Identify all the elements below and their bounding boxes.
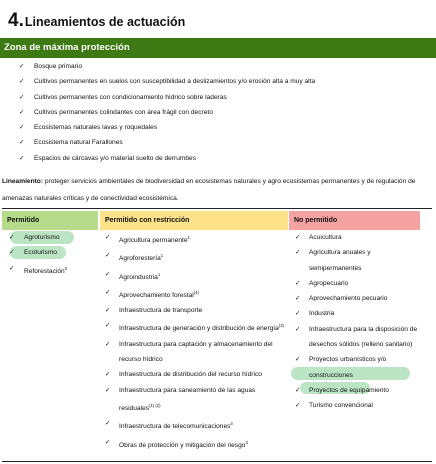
check-icon: ✓ <box>19 123 25 132</box>
list-item-text: Infraestructura para captación y almacenamiento del recurso hídrico <box>119 340 273 364</box>
table-top-rule <box>2 208 432 209</box>
list-item-text: Reforestación <box>24 267 65 275</box>
section-number: 4. <box>8 10 24 31</box>
list-item-text: Agroindustria <box>119 273 158 281</box>
list-item <box>2 261 98 279</box>
check-icon: ✓ <box>105 306 111 315</box>
column-header-restriccion: Permitido con restricción <box>100 211 288 230</box>
column-header-no-permitido: No permitido <box>289 211 420 230</box>
zone-item <box>0 90 436 105</box>
zone-item <box>0 120 436 135</box>
list-item <box>100 435 288 453</box>
list-item-text: Infraestructura de transporte <box>119 307 203 315</box>
zone-item-text: Cultivos permanentes colindantes con área frágil con decreto <box>34 108 213 116</box>
column-header-permitido: Permitido <box>2 211 98 230</box>
list-item <box>100 318 288 336</box>
check-icon: ✓ <box>19 77 25 86</box>
check-icon: ✓ <box>295 324 301 333</box>
list-item <box>289 230 421 245</box>
zone-item-text: Espacios de cárcavas y/o material suelto de derrumbes <box>34 154 196 162</box>
check-icon: ✓ <box>105 251 111 260</box>
check-icon: ✓ <box>9 263 15 272</box>
check-icon: ✓ <box>105 385 111 394</box>
list-item-text: Proyectos de equipamiento <box>309 386 389 394</box>
check-icon: ✓ <box>9 248 15 257</box>
footnote-ref: 3 <box>230 421 233 427</box>
check-icon: ✓ <box>9 233 15 241</box>
zone-item <box>0 151 436 166</box>
list-item <box>100 337 288 368</box>
list-item <box>100 416 288 434</box>
list-item <box>100 267 288 285</box>
footnote-ref: (3) <box>278 323 284 329</box>
list-item <box>289 398 421 413</box>
footnote-ref: 1 <box>187 235 190 240</box>
zone-item-text: Cultivos permanentes en suelos con susceptibilidad a deslizamientos y/o erosión alta a muy alta <box>34 78 316 86</box>
list-item <box>2 245 98 260</box>
check-icon: ✓ <box>295 355 301 364</box>
zone-item-text: Cultivos permanentes con condicionamiento hídrico sobre laderas <box>34 93 227 101</box>
list-item <box>289 276 421 291</box>
column-permitido-list <box>2 230 98 279</box>
list-item-text: Infraestructura de telecomunicaciones <box>119 423 231 431</box>
list-item-text: Infraestructura para la disposición de desechos sólidos (relleno sanitario) <box>309 325 418 349</box>
check-icon: ✓ <box>105 287 111 296</box>
list-item <box>289 322 421 353</box>
list-item-text: Agroforestería <box>119 255 161 263</box>
section-title: Lineamientos de actuación <box>24 15 186 29</box>
list-item-text: Agroturismo <box>24 234 60 241</box>
list-item <box>289 306 421 321</box>
list-item-text: Aprovechamiento forestal <box>119 291 194 299</box>
list-item <box>100 248 288 266</box>
list-item <box>289 291 421 306</box>
zone-item <box>0 135 436 150</box>
list-item <box>289 245 421 276</box>
lineamiento-label: Lineamiento: <box>2 178 44 185</box>
zone-title-bar: Zona de máxima protección <box>0 38 436 58</box>
check-icon: ✓ <box>19 62 25 70</box>
check-icon: ✓ <box>105 321 111 330</box>
zone-item <box>0 59 436 74</box>
list-item-text: Agricultura anuales y semipermanentes <box>309 249 371 272</box>
zone-item-text: Ecosistemas naturales lavas y roquedales <box>34 124 158 132</box>
list-item-text: Agropecuario <box>309 279 349 287</box>
check-icon: ✓ <box>295 278 301 287</box>
list-item-text: Acuicultura <box>309 234 342 241</box>
check-icon: ✓ <box>19 92 25 101</box>
list-item-text: Proyectos urbanísticos y/o construcciones <box>309 356 387 379</box>
column-restriccion-list <box>100 230 288 453</box>
check-icon: ✓ <box>295 294 301 303</box>
check-icon: ✓ <box>105 233 111 241</box>
footnote-ref: (1) (2) <box>149 402 161 408</box>
list-item <box>289 352 421 383</box>
list-item-text: Agricultura permanente <box>119 237 188 244</box>
footnote-ref: (4) <box>193 289 199 295</box>
section-heading <box>8 10 185 32</box>
footnote-ref: 1 <box>160 253 164 259</box>
list-item <box>2 230 98 245</box>
check-icon: ✓ <box>105 339 111 348</box>
list-item-text: Industria <box>309 310 335 318</box>
lineamiento-text: proteger servicios ambientales de biodiversidad en ecosistemas naturales y agro ecosistemas permanentes y de regulación de amenazas naturales críticas y de conectividad ecosistémica. <box>2 178 416 202</box>
zone-item <box>0 105 436 120</box>
check-icon: ✓ <box>105 370 111 379</box>
list-item <box>100 285 288 303</box>
check-icon: ✓ <box>295 309 301 318</box>
zone-item-text: Ecosistema natural Farallones <box>34 139 123 147</box>
list-item <box>100 230 288 248</box>
lineamiento-paragraph <box>2 173 434 207</box>
list-item <box>100 303 288 318</box>
list-item <box>100 383 288 417</box>
list-item-text: Obras de protección y mitigación del riesgo <box>119 441 246 449</box>
list-item-text: Turismo convencional <box>309 402 373 410</box>
list-item <box>289 383 421 398</box>
zone-item-text: Bosque primario <box>34 63 83 70</box>
check-icon: ✓ <box>19 107 25 116</box>
table-bottom-rule <box>2 461 432 462</box>
footnote-ref: 1 <box>157 271 161 277</box>
check-icon: ✓ <box>19 153 25 162</box>
column-no-permitido-list <box>289 230 421 414</box>
zone-item <box>0 74 436 89</box>
list-item <box>100 367 288 382</box>
check-icon: ✓ <box>295 233 301 241</box>
check-icon: ✓ <box>295 248 301 257</box>
footnote-ref: 3 <box>64 265 68 271</box>
check-icon: ✓ <box>295 385 301 394</box>
check-icon: ✓ <box>105 419 111 428</box>
list-item-text: Aprovechamiento pecuario <box>309 295 388 303</box>
check-icon: ✓ <box>295 401 301 410</box>
list-item-text: Infraestructura para saneamiento de las aguas residuales <box>119 386 256 412</box>
zone-items-list <box>0 59 436 166</box>
check-icon: ✓ <box>105 269 111 278</box>
list-item-text: Infraestructura de distribución del recurso hídrico <box>119 371 262 379</box>
list-item-text: Ecoturismo <box>24 249 57 257</box>
footnote-ref: 3 <box>245 439 248 445</box>
check-icon: ✓ <box>105 437 111 446</box>
check-icon: ✓ <box>19 138 25 147</box>
list-item-text: Infraestructura de generación y distribución de energía <box>119 325 279 333</box>
